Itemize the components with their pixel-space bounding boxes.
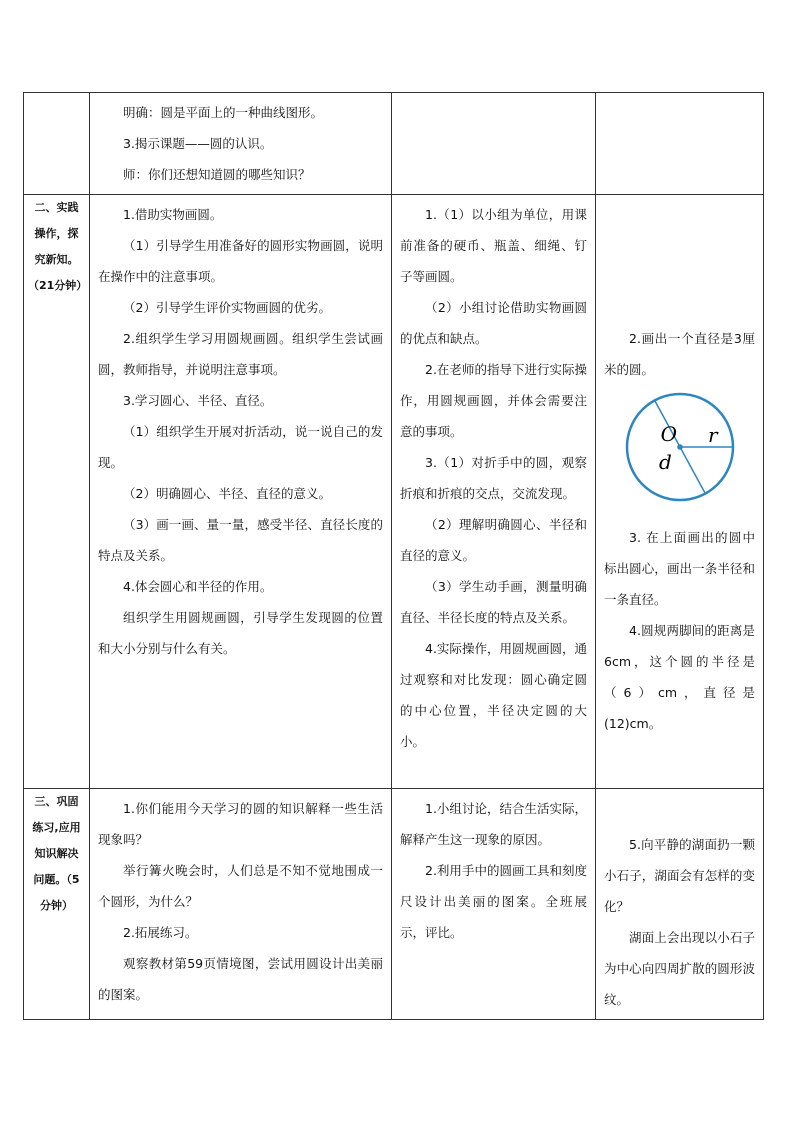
paragraph: 组织学生用圆规画圆，引导学生发现圆的位置和大小分别与什么有关。 xyxy=(98,610,383,656)
paragraph: 1.你们能用今天学习的圆的知识解释一些生活现象吗？ xyxy=(98,801,383,847)
paragraph: 2.利用手中的圆画工具和刻度尺设计出美丽的图案。全班展示，评比。 xyxy=(400,863,587,940)
paragraph: 举行篝火晚会时，人们总是不知不觉地围成一个圆形，为什么？ xyxy=(98,863,383,909)
paragraph: 3.学习圆心、半径、直径。 xyxy=(123,393,273,408)
stage-label-cell xyxy=(24,195,90,789)
paragraph: 师：你们还想知道圆的哪些知识？ xyxy=(123,167,311,182)
paragraph: （3）学生动手画，测量明确直径、半径长度的特点及关系。 xyxy=(400,579,587,625)
exercise-cell xyxy=(596,195,764,789)
paragraph: （2）明确圆心、半径、直径的意义。 xyxy=(123,486,331,501)
exercise-cell xyxy=(596,789,764,1020)
student-activity-cell xyxy=(392,93,596,195)
paragraph: 2.在老师的指导下进行实际操作，用圆规画圆，并体会需要注意的事项。 xyxy=(400,362,587,439)
paragraph: 1.（1）以小组为单位，用课前准备的硬币、瓶盖、细绳、钉子等画圆。 xyxy=(400,207,587,284)
paragraph: （3）画一画、量一量，感受半径、直径长度的特点及关系。 xyxy=(98,517,383,563)
paragraph: （1）组织学生开展对折活动，说一说自己的发现。 xyxy=(98,424,383,470)
teacher-activity-cell xyxy=(90,789,392,1020)
paragraph: 3.揭示课题——圆的认识。 xyxy=(123,136,273,151)
paragraph: 4.体会圆心和半径的作用。 xyxy=(123,579,273,594)
paragraph: 3.（1）对折手中的圆，观察折痕和折痕的交点，交流发现。 xyxy=(400,455,587,501)
circle-diagram xyxy=(620,387,740,507)
paragraph: 2.拓展练习。 xyxy=(123,925,198,940)
paragraph: 3. 在上面画出的圆中标出圆心，画出一条半径和一条直径。 xyxy=(604,530,755,607)
paragraph: （2）引导学生评价实物画圆的优劣。 xyxy=(123,300,331,315)
paragraph: 观察教材第59页情境图，尝试用圆设计出美丽的图案。 xyxy=(98,956,383,1002)
paragraph: 2.画出一个直径是3厘米的圆。 xyxy=(604,331,755,377)
exercise-cell xyxy=(596,93,764,195)
paragraph: 1.借助实物画圆。 xyxy=(123,207,223,222)
student-activity-cell xyxy=(392,195,596,789)
paragraph: 5.向平静的湖面扔一颗小石子，湖面会有怎样的变化？ xyxy=(604,837,755,914)
center-point xyxy=(677,444,683,450)
stage-label-cell xyxy=(24,93,90,195)
paragraph: 4.实际操作，用圆规画圆，通过观察和对比发现：圆心确定圆的中心位置，半径决定圆的大小。 xyxy=(400,641,587,749)
paragraph: 2.组织学生学习用圆规画圆。组织学生尝试画圆，教师指导，并说明注意事项。 xyxy=(98,331,383,377)
circle-figure xyxy=(604,387,755,518)
stage-label: 三、巩固 练习,应用 知识解决 问题。（5 分钟） xyxy=(32,795,81,912)
stage-label-cell xyxy=(24,789,90,1020)
center-label: O xyxy=(660,422,677,446)
diameter-label: d xyxy=(658,450,672,474)
stage-label: 二、实践 操作，探 究新知。 （21分钟） xyxy=(28,201,88,292)
table-row xyxy=(24,93,764,195)
student-activity-cell xyxy=(392,789,596,1020)
radius-label: r xyxy=(707,423,718,447)
teacher-activity-cell xyxy=(90,93,392,195)
paragraph: （2）小组讨论借助实物画圆的优点和缺点。 xyxy=(400,300,587,346)
paragraph: 明确：圆是平面上的一种曲线图形。 xyxy=(123,105,324,120)
table-row xyxy=(24,195,764,789)
paragraph: 湖面上会出现以小石子为中心向四周扩散的圆形波纹。 xyxy=(604,930,755,1007)
lesson-plan-table xyxy=(23,92,764,1020)
paragraph: 1.小组讨论，结合生活实际，解释产生这一现象的原因。 xyxy=(400,801,587,847)
paragraph: （1）引导学生用准备好的圆形实物画圆，说明在操作中的注意事项。 xyxy=(98,238,383,284)
teacher-activity-cell xyxy=(90,195,392,789)
paragraph: 4.圆规两脚间的距离是6cm，这个圆的半径是（6）cm，直径是(12)cm。 xyxy=(604,623,755,731)
paragraph: （2）理解明确圆心、半径和直径的意义。 xyxy=(400,517,587,563)
table-row xyxy=(24,789,764,1020)
